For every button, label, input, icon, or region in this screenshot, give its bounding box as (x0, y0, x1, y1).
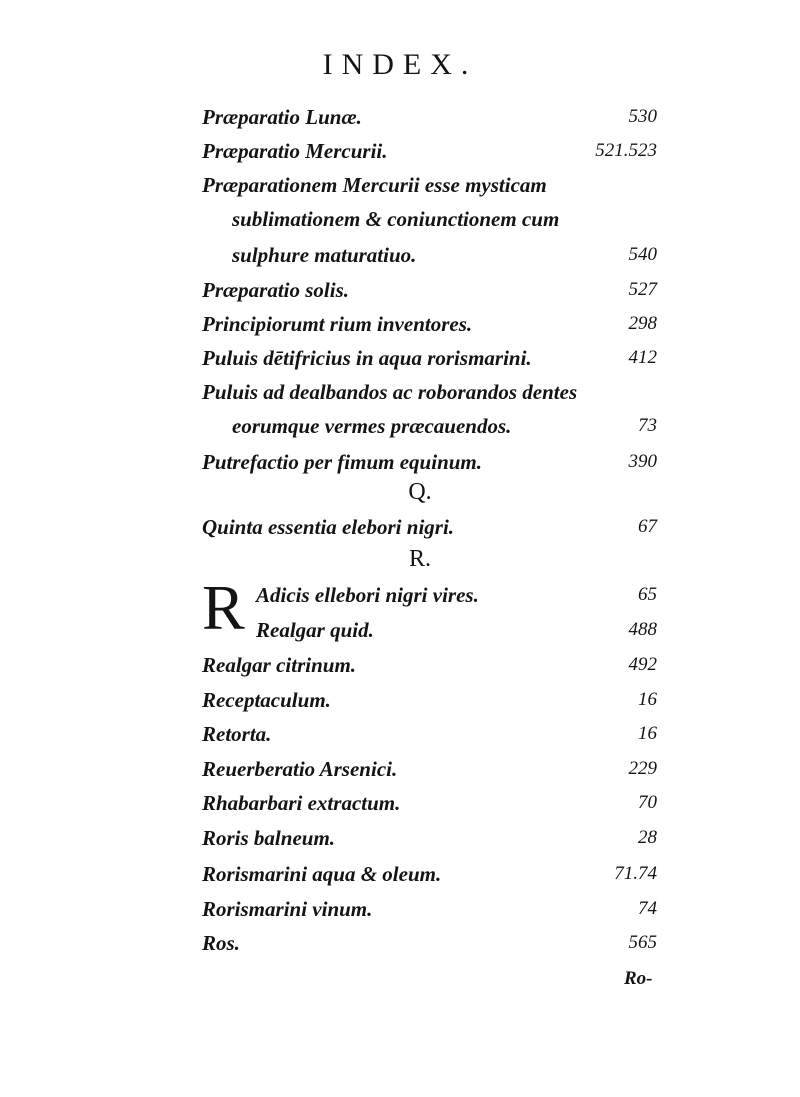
entry-term: sublimationem & coniunctionem cum (232, 207, 560, 231)
entry-term: Ros. (202, 931, 240, 955)
entry-term: Rorismarini vinum. (202, 897, 373, 921)
entry-term: Adicis ellebori nigri vires. (256, 583, 479, 607)
entry-page: 412 (628, 347, 657, 368)
entry-term: sulphure maturatiuo. (232, 243, 417, 267)
entry-term: Rhabarbari extractum. (202, 791, 401, 815)
entry-page: 565 (628, 932, 657, 953)
entry-page: 229 (628, 758, 657, 779)
entry-term: Reuerberatio Arsenici. (202, 757, 398, 781)
entry-term: Præparatio Mercurii. (202, 139, 388, 163)
entry-page: 28 (638, 827, 657, 848)
entry-page: 73 (638, 415, 657, 436)
entry-term: Rorismarini aqua & oleum. (202, 862, 442, 886)
section-letter-q: Q. (408, 479, 432, 505)
entry-page: 70 (638, 792, 657, 813)
entry-term: Putrefactio per fimum equinum. (202, 450, 483, 474)
entry-page: 390 (628, 451, 657, 472)
entry-term: Præparationem Mercurii esse mysticam (202, 173, 547, 197)
entry-term: Retorta. (202, 722, 272, 746)
entry-term: Realgar quid. (256, 618, 374, 642)
entry-page: 488 (628, 619, 657, 640)
page-header: INDEX. (322, 48, 478, 81)
entry-page: 65 (638, 584, 657, 605)
entry-page: 16 (638, 723, 657, 744)
entry-page: 527 (628, 279, 657, 300)
entry-page: 298 (628, 313, 657, 334)
entry-term: Præparatio Lunæ. (202, 105, 362, 129)
entry-page: 530 (628, 106, 657, 127)
entry-term: Puluis ad dealbandos ac roborandos dentes (202, 380, 578, 404)
entry-page: 74 (638, 898, 657, 919)
entry-term: Quinta essentia elebori nigri. (202, 515, 455, 539)
entry-page: 71.74 (614, 863, 657, 884)
entry-page: 67 (638, 516, 657, 537)
entry-page: 521.523 (595, 140, 657, 161)
entry-page: 540 (628, 244, 657, 265)
section-letter-r: R. (408, 546, 431, 572)
entry-term: Principiorumt rium inventores. (202, 312, 473, 336)
entry-term: Realgar citrinum. (202, 653, 357, 677)
entry-term: Roris balneum. (202, 826, 336, 850)
entry-term: Receptaculum. (202, 688, 331, 712)
drop-cap: R (202, 572, 245, 643)
entry-term: Puluis dētifricius in aqua rorismarini. (202, 346, 532, 370)
entry-page: 492 (628, 654, 657, 675)
catchword: Ro- (624, 968, 653, 989)
entry-term: eorumque vermes præcauendos. (232, 414, 512, 438)
entry-page: 16 (638, 689, 657, 710)
entry-term: Præparatio solis. (202, 278, 350, 302)
